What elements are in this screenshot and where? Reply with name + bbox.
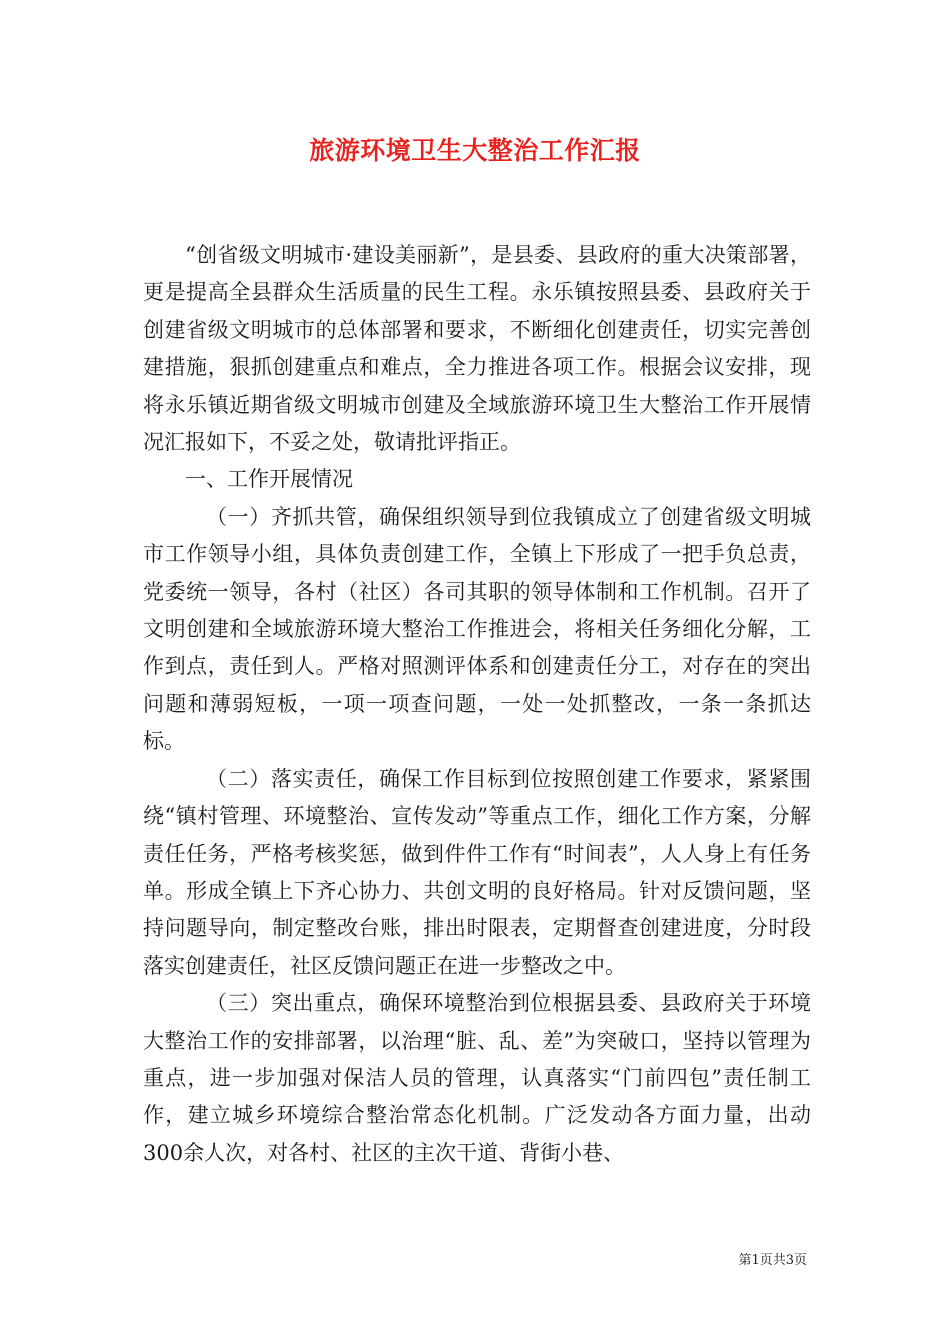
- paragraph-item-1: （一）齐抓共管，确保组织领导到位我镇成立了创建省级文明城市工作领导小组，具体负责创建工作，全镇上下形成了一把手负总责，党委统一领导，各村（社区）各司其职的领导体制和工作机制。召开了文明创建和全域旅游环境大整治工作推进会，将相关任务细化分解，工作到点，责任到人。严格对照测评体系和创建责任分工，对存在的突出问题和薄弱短板，一项一项查问题，一处一处抓整改，一条一条抓达标。: [143, 504, 811, 754]
- page-number: 第1页共3页: [738, 1253, 807, 1268]
- document-body: [143, 237, 811, 1172]
- section-heading-1: 一、工作开展情况: [185, 467, 353, 492]
- paragraph-item-2: （二）落实责任，确保工作目标到位按照创建工作要求，紧紧围绕“镇村管理、环境整治、宣传发动”等重点工作，细化工作方案，分解责任任务，严格考核奖惩，做到件件工作有“时间表”，人人身上有任务单。形成全镇上下齐心协力、共创文明的良好格局。针对反馈问题，坚持问题导向，制定整改台账，排出时限表，定期督查创建进度，分时段落实创建责任，社区反馈问题正在进一步整改之中。: [143, 766, 811, 978]
- document-title: 旅游环境卫生大整治工作汇报: [309, 136, 641, 165]
- paragraph-intro: “创省级文明城市·建设美丽新”，是县委、县政府的重大决策部署，更是提高全县群众生活质量的民生工程。永乐镇按照县委、县政府关于创建省级文明城市的总体部署和要求，不断细化创建责任，切实完善创建措施，狠抓创建重点和难点，全力推进各项工作。根据会议安排，现将永乐镇近期省级文明城市创建及全域旅游环境卫生大整治工作开展情况汇报如下，不妥之处，敬请批评指正。: [143, 243, 811, 455]
- paragraph-item-3: （三）突出重点，确保环境整治到位根据县委、县政府关于环境大整治工作的安排部署，以治理“脏、乱、差”为突破口，坚持以管理为重点，进一步加强对保洁人员的管理，认真落实“门前四包”责任制工作，建立城乡环境综合整治常态化机制。广泛发动各方面力量，出动300余人次，对各村、社区的主次干道、背街小巷、: [143, 991, 811, 1165]
